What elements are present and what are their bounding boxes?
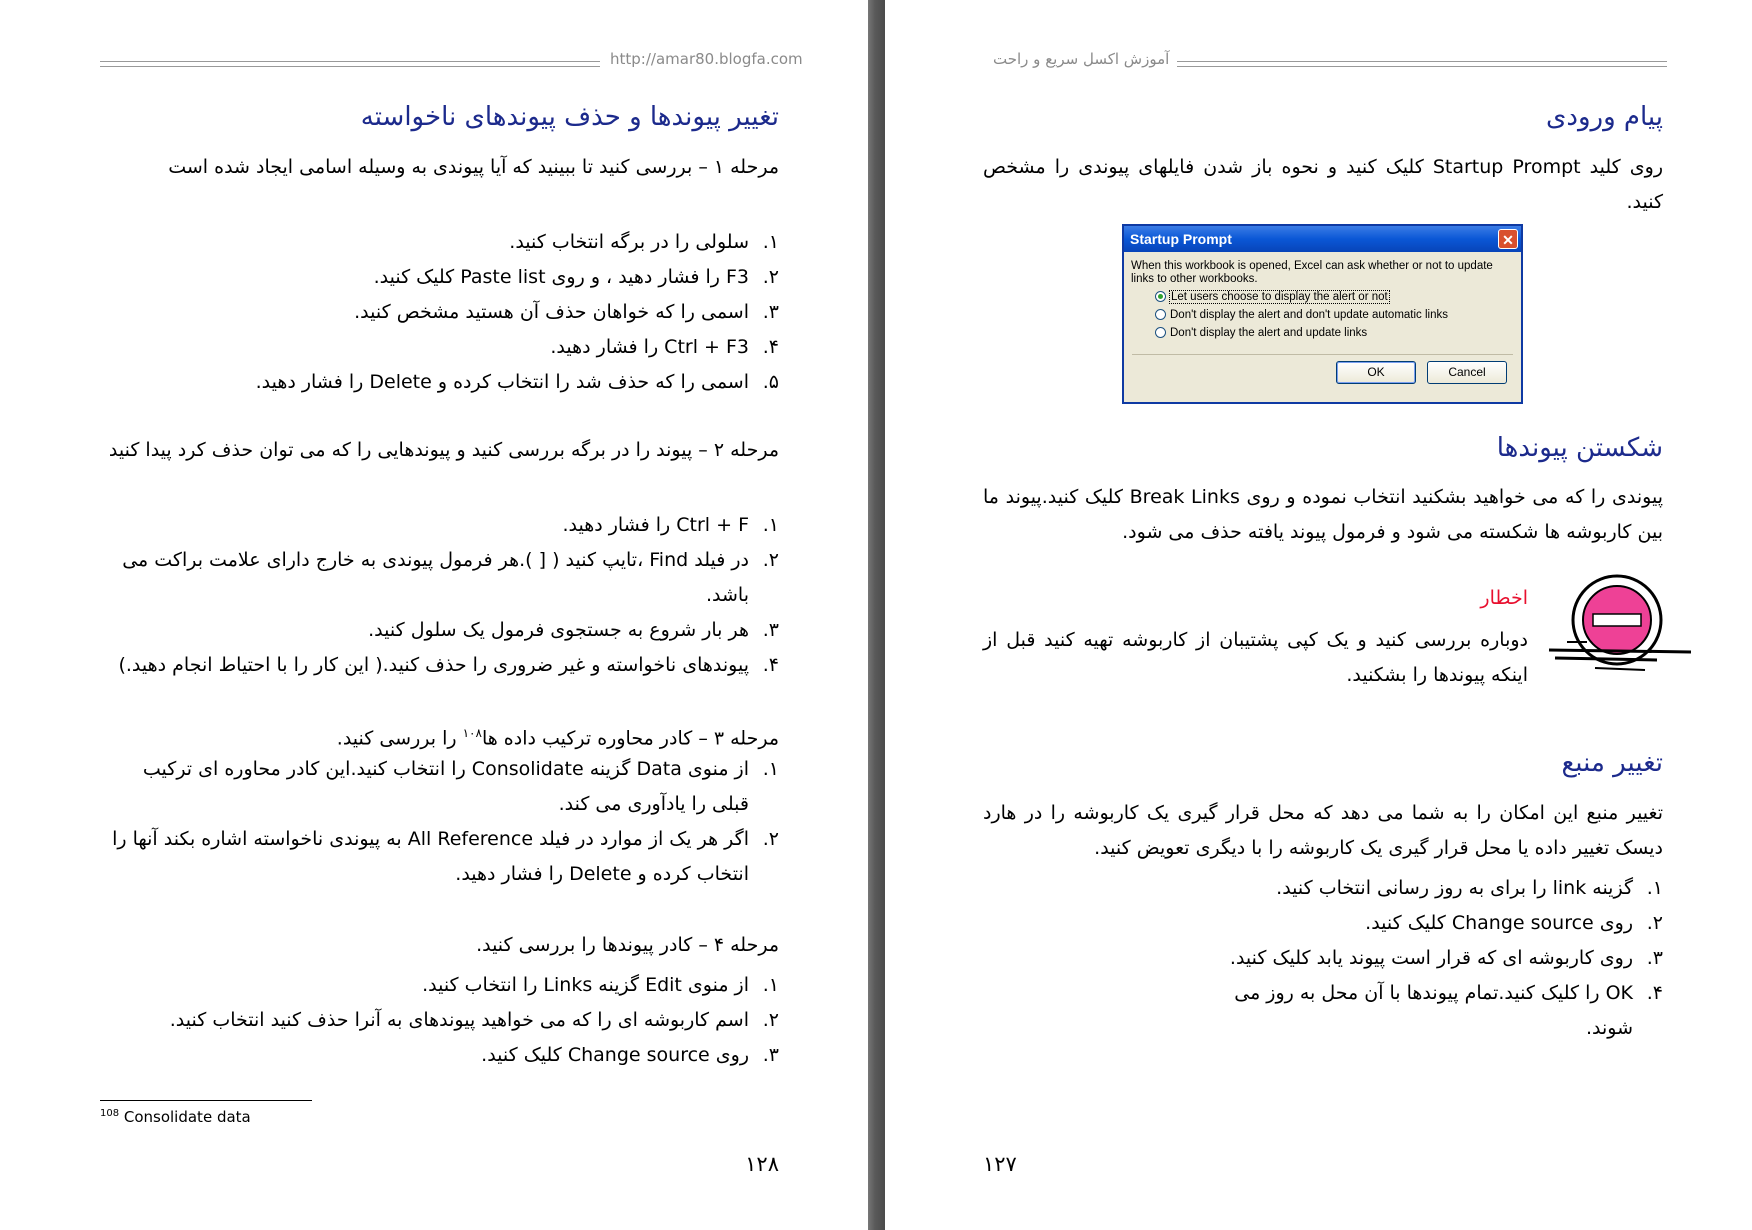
header-rule-right xyxy=(1177,61,1667,67)
section-title-change-source: تغییر منبع xyxy=(1561,748,1663,778)
page-number-left: ۱۲۸ xyxy=(745,1152,779,1176)
list-item-number: ۱. xyxy=(762,514,779,536)
list-item-number: ۱. xyxy=(762,758,779,780)
list-item xyxy=(100,1003,779,1038)
list-item-number: ۴. xyxy=(1646,982,1663,1004)
footnote-text: Consolidate data xyxy=(119,1108,251,1126)
step4-text: مرحله ۴ – کادر پیوندها را بررسی کنید. xyxy=(476,934,779,956)
dialog-separator xyxy=(1132,354,1513,355)
list-item xyxy=(100,260,779,295)
list-item-text: روی کاربوشه ای که قرار است پیوند یابد کلیک کنید. xyxy=(1229,947,1633,969)
cancel-button[interactable]: Cancel xyxy=(1427,361,1507,384)
list-item xyxy=(100,543,779,613)
section-title-break-links: شکستن پیوندها xyxy=(1496,433,1663,463)
list-item xyxy=(100,365,779,400)
header-url: http://amar80.blogfa.com xyxy=(610,50,803,68)
list-item xyxy=(100,1038,779,1073)
section-startup-text: روی کلید Startup Prompt کلیک کنید و نحوه باز شدن فایلهای پیوندی را مشخص کنید. xyxy=(983,156,1664,213)
list-item-text: OK را کلیک کنید.تمام پیوندها با آن محل به روز می شوند. xyxy=(1234,982,1633,1039)
step2-text: مرحله ۲ – پیوند را در برگه بررسی کنید و پیوندهایی را که می توان حذف کرد پیدا کنید xyxy=(108,439,779,461)
list-item-number: ۲. xyxy=(1646,912,1663,934)
list-item-number: ۲. xyxy=(762,1009,779,1031)
option-label: Let users choose to display the alert or not xyxy=(1171,291,1388,303)
step1-list xyxy=(100,225,779,400)
list-item xyxy=(100,822,779,892)
option-let-users-choose[interactable] xyxy=(1124,288,1521,306)
footnote xyxy=(100,1108,251,1126)
list-item-number: ۱. xyxy=(762,974,779,996)
close-icon[interactable]: ✕ xyxy=(1498,229,1518,249)
list-item-text: روی Change source کلیک کنید. xyxy=(481,1044,749,1066)
list-item-number: ۱. xyxy=(762,231,779,253)
warning-title: اخطار xyxy=(1480,587,1528,609)
startup-prompt-dialog xyxy=(1122,224,1523,404)
list-item xyxy=(100,968,779,1003)
step2-list xyxy=(100,508,779,683)
list-item-text: گزینه link را برای به روز رسانی انتخاب کنید. xyxy=(1276,877,1633,899)
list-item-number: ۳. xyxy=(1646,947,1663,969)
list-item-number: ۳. xyxy=(762,1044,779,1066)
list-item xyxy=(1183,941,1663,976)
section-change-source-text: تغییر منبع این امکان را به شما می دهد که محل قرار گیری یک کاربوشه را در هارد دیسک تغییر داده یا محل قرار گیری یک کاربوشه را با دیگری تعویض کنید. xyxy=(983,802,1663,859)
option-label: Don't display the alert and don't update automatic links xyxy=(1170,309,1449,321)
list-item-number: ۳. xyxy=(762,301,779,323)
radio-icon-selected[interactable] xyxy=(1155,291,1166,302)
list-item-number: ۲. xyxy=(762,828,779,850)
dialog-title-bar[interactable] xyxy=(1124,226,1521,252)
list-item xyxy=(1183,976,1663,1046)
step3-text-main: مرحله ۳ – کادر محاوره ترکیب داده ها xyxy=(481,727,779,750)
list-item-text: Ctrl + F را فشار دهید. xyxy=(562,514,749,536)
list-item-text: در فیلد Find ،تایپ کنید ( [ ).هر فرمول پیوندی به خارج دارای علامت براکت می باشد. xyxy=(122,549,749,606)
list-item xyxy=(1183,871,1663,906)
step3-text xyxy=(100,716,779,756)
step3-list xyxy=(100,752,779,892)
list-item xyxy=(100,295,779,330)
change-source-list xyxy=(1183,871,1663,1046)
list-item-text: پیوندهای ناخواسته و غیر ضروری را حذف کنید.( این کار را با احتیاط انجام دهید.) xyxy=(118,654,749,676)
footnote-ref[interactable]: ۱۰۸ xyxy=(462,726,482,740)
radio-icon[interactable] xyxy=(1155,327,1166,338)
list-item-number: ۲. xyxy=(762,266,779,288)
list-item-text: اسم کاربوشه ای را که می خواهید پیوندهای به آنرا حذف کنید انتخاب کنید. xyxy=(169,1009,749,1031)
list-item xyxy=(100,648,779,683)
step1-text: مرحله ۱ – بررسی کنید تا ببینید که آیا پیوندی به وسیله اسامی ایجاد شده است xyxy=(168,156,779,178)
step3-text-tail: را بررسی کنید. xyxy=(336,727,463,750)
list-item xyxy=(100,613,779,648)
list-item-text: سلولی را در برگه انتخاب کنید. xyxy=(509,231,749,253)
list-item-number: ۳. xyxy=(762,619,779,641)
list-item-number: ۲. xyxy=(762,549,779,571)
list-item-text: روی Change source کلیک کنید. xyxy=(1365,912,1633,934)
option-label: Don't display the alert and update links xyxy=(1170,327,1368,339)
warning-text: دوباره بررسی کنید و یک کپی پشتیبان از کاربوشه تهیه کنید قبل از اینکه پیوندها را بشکنید. xyxy=(983,629,1528,686)
list-item-text: از منوی Data گزینه Consolidate را انتخاب کنید.این کادر محاوره ای ترکیب قبلی را یادآوری می کند. xyxy=(142,758,749,815)
list-item-text: اگر هر یک از موارد در فیلد All Reference به پیوندی ناخواسته اشاره بکند آنها را انتخاب کرده و Delete را فشار دهید. xyxy=(112,828,749,885)
radio-icon[interactable] xyxy=(1155,309,1166,320)
page-number-right: ۱۲۷ xyxy=(983,1152,1017,1176)
section-break-links-text: پیوندی را که می خواهید بشکنید انتخاب نموده و روی Break Links کلیک کنید.پیوند ما بین کاربوشه ها شکسته می شود و فرمول پیوند یافته حذف می شود. xyxy=(983,486,1663,543)
header-rule-left xyxy=(100,61,600,67)
dialog-title: Startup Prompt xyxy=(1130,231,1232,247)
header-book-title: آموزش اکسل سریع و راحت xyxy=(993,50,1170,68)
list-item-number: ۵. xyxy=(762,371,779,393)
list-item-text: هر بار شروع به جستجوی فرمول یک سلول کنید. xyxy=(368,619,749,641)
list-item-number: ۴. xyxy=(762,654,779,676)
section-title-startup: پیام ورودی xyxy=(1546,102,1663,132)
footnote-rule xyxy=(100,1100,312,1101)
list-item-text: از منوی Edit گزینه Links را انتخاب کنید. xyxy=(422,974,749,996)
list-item-number: ۴. xyxy=(762,336,779,358)
list-item xyxy=(100,508,779,543)
book-spine xyxy=(868,0,885,1230)
list-item-text: اسمی را که خواهان حذف آن هستید مشخص کنید. xyxy=(354,301,749,323)
list-item xyxy=(100,752,779,822)
left-page xyxy=(0,0,868,1230)
option-dont-update[interactable] xyxy=(1124,306,1521,324)
list-item-number: ۱. xyxy=(1646,877,1663,899)
list-item-text: F3 را فشار دهید ، و روی Paste list کلیک کنید. xyxy=(373,266,749,288)
list-item xyxy=(100,225,779,260)
footnote-number: 108 xyxy=(100,1108,120,1119)
list-item-text: اسمی را که حذف شد را انتخاب کرده و Delete را فشار دهید. xyxy=(255,371,749,393)
option-update-links[interactable] xyxy=(1124,324,1521,342)
dialog-message: When this workbook is opened, Excel can ask whether or not to update links to other workbooks. xyxy=(1131,260,1493,285)
page-title-left: تغییر پیوندها و حذف پیوندهای ناخواسته xyxy=(360,102,779,132)
list-item xyxy=(1183,906,1663,941)
no-entry-sign-icon xyxy=(1545,572,1693,677)
list-item xyxy=(100,330,779,365)
ok-button[interactable]: OK xyxy=(1336,361,1416,384)
list-item-text: Ctrl + F3 را فشار دهید. xyxy=(550,336,749,358)
step4-list xyxy=(100,968,779,1073)
